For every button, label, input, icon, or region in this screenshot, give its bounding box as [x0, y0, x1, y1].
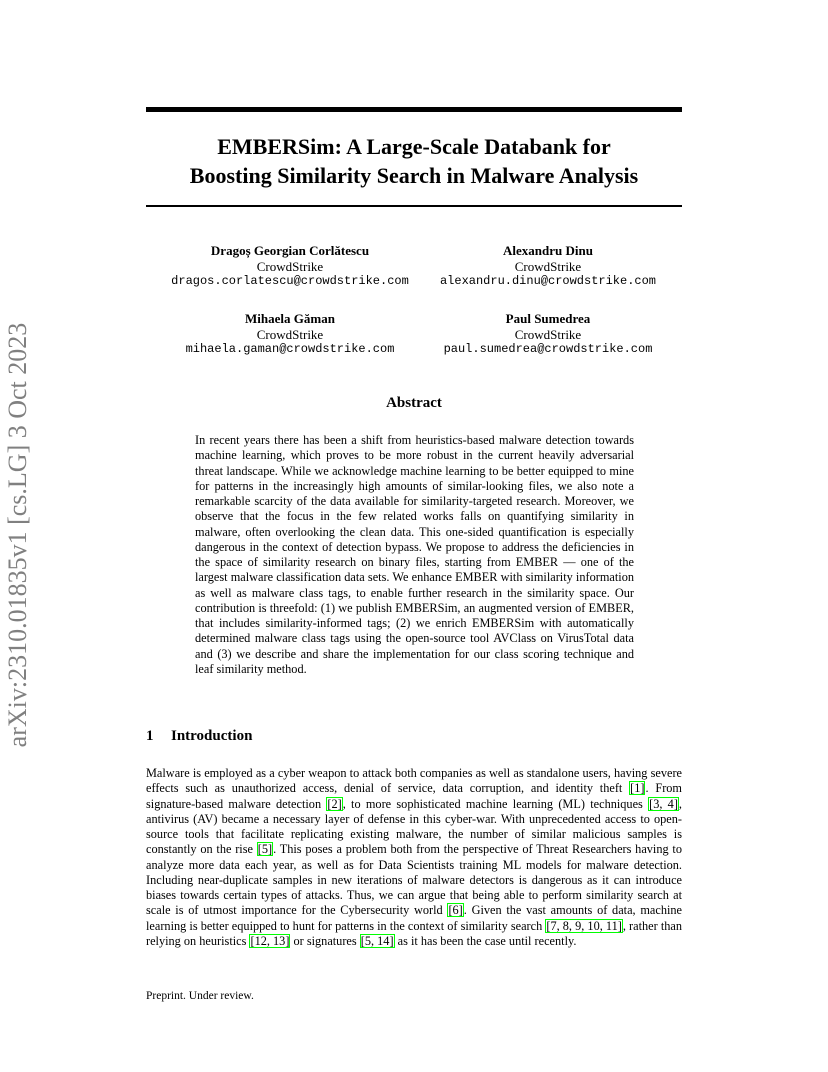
paper-title: [146, 132, 682, 190]
author-affiliation: CrowdStrike: [256, 258, 324, 274]
author-email[interactable]: mihaela.gaman@crowdstrike.com: [185, 342, 395, 356]
intro-text: . From signature-based malware detection: [146, 781, 682, 811]
citation-link[interactable]: [12, 13]: [250, 933, 290, 948]
abstract-text: In recent years there has been a shift from heuristics-based malware detection towards machine learning, which proves to be more robust in the current heavily adversarial threat landscape. While we acknowledge machine learning to be better equipped to mine for patterns in the increasingly high amounts of similar-looking files, we also note a remarkable scarcity of the data available for similarity-targeted research. Moreover, we observe that the focus in the few related works falls on quantifying similarity in malware, often overlooking the clean data. This one-sided quantification is especially dangerous in the context of detection bypass. We propose to address the deficiencies in the space of similarity research on binary files, starting from EMBER — one of the largest malware classification data sets. We enhance EMBER with similarity information as well as malware class tags, to enable further research in the similarity space. Our contribution is threefold: (1) we publish EMBERSim, an augmented version of EMBER, that includes similarity-informed tags; (2) we enrich EMBERSim with automatically determined malware class tags using the open-source tool AVClass on VirusTotal data and (3) we describe and share the implementation for our class scoring technique and leaf similarity method.: [195, 433, 634, 676]
author-email[interactable]: dragos.corlatescu@crowdstrike.com: [171, 274, 409, 288]
intro-text: , to more sophisticated machine learning (ML) techniques: [342, 796, 649, 811]
intro-text: Malware is employed as a cyber weapon to attack both companies as well as standalone users, having severe effects such as unauthorized access, denial of service, data corruption, and identity theft: [146, 766, 682, 796]
footer-note: Preprint. Under review.: [146, 990, 254, 1002]
title-line-2: Boosting Similarity Search in Malware Analysis: [189, 163, 639, 188]
author-block: [418, 311, 678, 358]
title-line-1: EMBERSim: A Large-Scale Databank for: [217, 134, 611, 159]
author-name: Alexandru Dinu: [503, 243, 593, 258]
citation-link[interactable]: [6]: [448, 903, 463, 918]
author-block: [160, 243, 420, 290]
abstract-heading: Abstract: [386, 395, 442, 411]
author-block: [160, 311, 420, 358]
author-name: Paul Sumedrea: [505, 311, 591, 326]
author-block: [418, 243, 678, 290]
section-number: 1: [146, 728, 154, 744]
introduction-paragraph: [146, 766, 682, 949]
author-affiliation: CrowdStrike: [514, 258, 582, 274]
author-name: Dragoș Georgian Corlătescu: [210, 243, 370, 258]
intro-text: . This poses a problem both from the perspective of Threat Researchers having to analyze more data each year, as well as for Data Scientists training ML models for malware detection. Including near-duplicate samples in new iterations of malware detectors is dangerous as it can introduce biases towards certain types of attacks. Thus, we can argue that being able to perform similarity search at scale is of utmost importance for the Cybersecurity world: [146, 842, 682, 918]
author-affiliation: CrowdStrike: [256, 326, 324, 342]
arxiv-identifier: arXiv:2310.01835v1 [cs.LG] 3 Oct 2023: [3, 322, 32, 748]
author-affiliation: CrowdStrike: [514, 326, 582, 342]
citation-link[interactable]: [2]: [327, 796, 342, 811]
intro-text: . Given the vast amounts of data, machine learning is better equipped to hunt for patterns in the context of similarity search: [146, 903, 682, 933]
intro-text: as it has been the case until recently.: [394, 933, 577, 948]
author-name: Mihaela Găman: [245, 311, 335, 326]
title-top-rule: [146, 107, 682, 112]
intro-text: , antivirus (AV) became a necessary layer of defense in this cyber-war. With unprecedented access to open-source tools that facilitate replicating existing malware, the number of similar malicious samples is constantly on the rise: [146, 796, 682, 857]
intro-text: , rather than relying on heuristics: [146, 918, 682, 948]
citation-link[interactable]: [5]: [257, 842, 273, 857]
section-heading: [146, 728, 252, 745]
citation-link[interactable]: [3, 4]: [649, 796, 678, 811]
citation-link[interactable]: [7, 8, 9, 10, 11]: [546, 918, 622, 933]
title-bottom-rule: [146, 205, 682, 207]
author-email[interactable]: alexandru.dinu@crowdstrike.com: [439, 274, 657, 288]
intro-text: or signatures: [290, 933, 360, 948]
citation-link[interactable]: [5, 14]: [360, 933, 394, 948]
citation-link[interactable]: [1]: [630, 781, 645, 796]
author-email[interactable]: paul.sumedrea@crowdstrike.com: [443, 342, 653, 356]
section-title: Introduction: [171, 728, 253, 744]
